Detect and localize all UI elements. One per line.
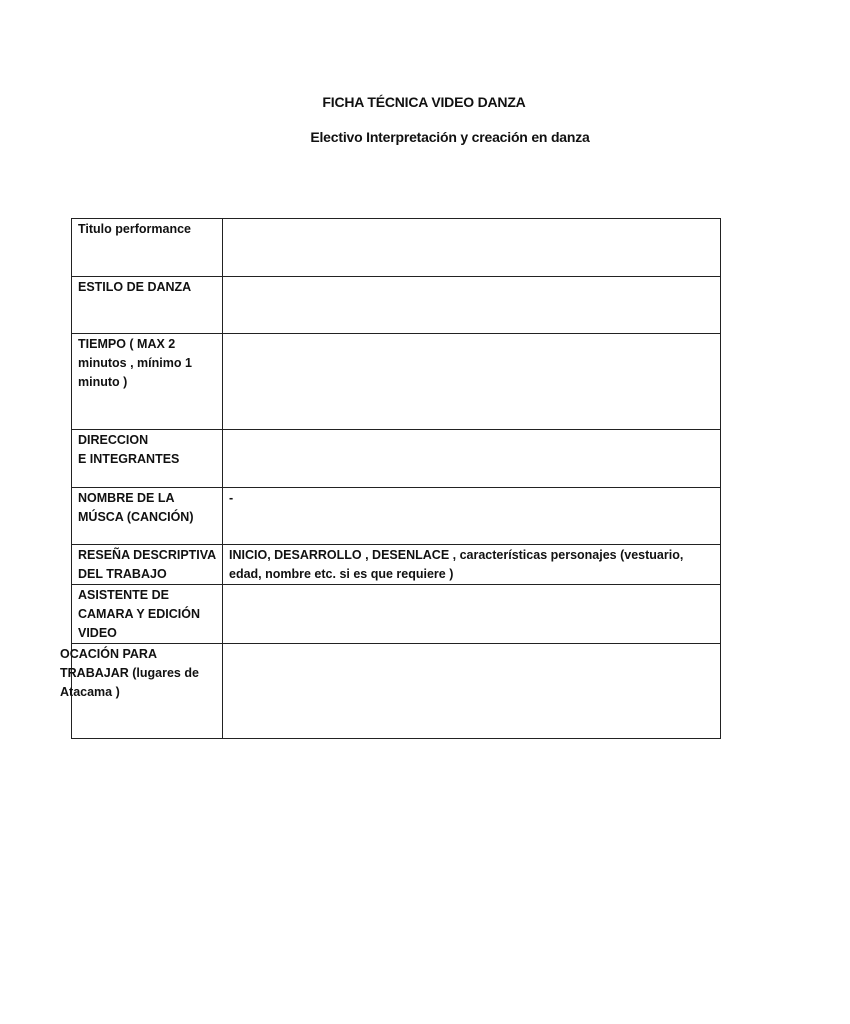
value-cell[interactable] — [223, 334, 721, 430]
table-row — [72, 334, 721, 430]
field-value-time[interactable] — [223, 334, 720, 335]
field-value-title[interactable] — [223, 219, 720, 220]
field-label-camera: ASISTENTE DE CAMARA Y EDICIÓN VIDEO — [78, 588, 201, 640]
table-row — [72, 585, 721, 644]
field-label-music: NOMBRE DE LA MÚSCA (CANCIÓN) — [78, 491, 194, 524]
field-value-description[interactable]: INICIO, DESARROLLO , DESENLACE , características personajes (vestuario, edad, nombre etc. si es que requiere ) — [229, 548, 684, 581]
field-label-time: TIEMPO ( MAX 2 minutos , mínimo 1 minuto ) — [78, 337, 192, 389]
value-cell[interactable] — [223, 644, 721, 739]
label-cell — [72, 430, 223, 488]
field-label-title: Titulo performance — [78, 222, 191, 236]
field-value-style[interactable] — [223, 277, 720, 278]
label-cell — [72, 488, 223, 545]
table-row — [72, 219, 721, 277]
label-cell — [72, 219, 223, 277]
label-cell — [72, 277, 223, 334]
value-cell[interactable] — [223, 585, 721, 644]
field-value-direction[interactable] — [223, 430, 720, 431]
document-subtitle: Electivo Interpretación y creación en danza — [310, 129, 590, 145]
label-cell — [72, 545, 223, 585]
technical-sheet-table — [60, 218, 721, 739]
table-row — [72, 277, 721, 334]
label-cell — [60, 644, 223, 739]
table-row — [72, 430, 721, 488]
label-cell — [72, 585, 223, 644]
table-row — [72, 644, 721, 739]
table-row — [72, 545, 721, 585]
field-value-music[interactable]: - — [229, 491, 234, 505]
value-cell[interactable] — [223, 545, 721, 585]
value-cell[interactable] — [223, 277, 721, 334]
field-value-camera[interactable] — [223, 585, 720, 586]
field-value-location[interactable] — [223, 644, 720, 645]
document-title: FICHA TÉCNICA VIDEO DANZA — [322, 94, 526, 110]
field-label-style: ESTILO DE DANZA — [78, 280, 192, 294]
value-cell[interactable] — [223, 430, 721, 488]
field-label-location: OCACIÓN PARA TRABAJAR (lugares de Atacama ) — [60, 647, 199, 699]
field-label-description: RESEÑA DESCRIPTIVA DEL TRABAJO — [78, 548, 217, 581]
label-cell — [72, 334, 223, 430]
value-cell[interactable] — [223, 488, 721, 545]
table-row — [72, 488, 721, 545]
value-cell[interactable] — [223, 219, 721, 277]
field-label-direction: DIRECCION E INTEGRANTES — [78, 433, 180, 466]
